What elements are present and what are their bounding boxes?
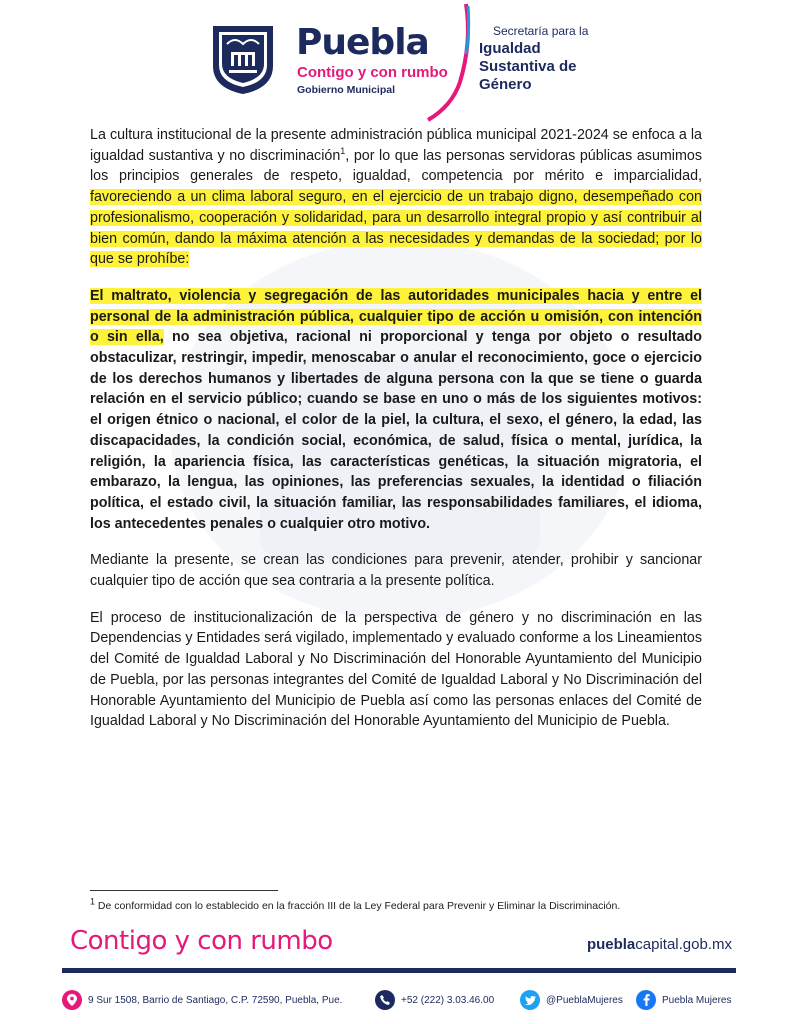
location-pin-icon xyxy=(62,990,82,1010)
paragraph-4: El proceso de institucionalización de la perspectiva de género y no discriminación en las Dependencias y Entidades será vigilado, implementado y evaluado conforme a los Lineamientos del Comité de Igualdad Laboral y No Discriminación del Honorable Ayuntamiento del Municipio de Puebla, por las personas integrantes del Comité de Igualdad Laboral y No Discriminación del Honorable Ayuntamiento del Municipio de Puebla así como las personas enlaces del Comité de Igualdad Laboral y No Discriminación del Honorable Ayuntamiento del Municipio de Puebla. xyxy=(90,609,702,730)
p1-highlight: favoreciendo a un clima laboral seguro, en el ejercicio de un trabajo digno, desempeñado con profesionalismo, cooperación y solidaridad, para un desarrollo integral propio y así contribuir al bien común, dando la máxima atención a las necesidades y demandas de la sociedad; por lo que se prohíbe: xyxy=(90,189,702,268)
footnote-divider xyxy=(90,890,278,891)
p1-text-a: La cultura institucional de la presente administración pública municipal 2021-2024 se enfoca a la igualdad sustantiva y no discriminación xyxy=(90,127,702,164)
secretaria-label: Secretaría para la xyxy=(493,24,589,38)
secretaria-name: Igualdad Sustantiva de Género xyxy=(479,40,577,93)
p2-highlight: El maltrato, violencia y segregación de las autoridades municipales hacia y entre el personal de la administración pública, cualquier tipo de acción u omisión, con intención o sin ella, xyxy=(90,287,702,346)
footnote-number: 1 xyxy=(90,896,96,907)
footer-bar xyxy=(62,968,736,973)
facebook-icon xyxy=(636,990,656,1010)
swoosh-divider xyxy=(420,2,480,122)
puebla-brand-wordmark: Puebla xyxy=(296,22,429,63)
footnote-ref: 1 xyxy=(340,145,346,156)
phone-icon xyxy=(375,990,395,1010)
contact-address xyxy=(62,990,342,1010)
url-light: capital.gob.mx xyxy=(635,936,732,953)
footer-website-link[interactable] xyxy=(587,936,732,953)
gobierno-municipal-label: Gobierno Municipal xyxy=(297,84,396,96)
p1-text-b: , por lo que las personas servidoras públicas asumimos los principios generales de respeto, igualdad, competencia por mérito e imparcialidad, xyxy=(90,147,702,185)
brand-slogan: Contigo y con rumbo xyxy=(297,64,448,81)
puebla-seal-logo xyxy=(207,22,279,96)
letterhead xyxy=(0,0,794,120)
twitter-icon xyxy=(520,990,540,1010)
paragraph-2 xyxy=(90,286,702,534)
footer-slogan: Contigo y con rumbo xyxy=(70,926,333,956)
contact-phone xyxy=(375,990,494,1010)
address-text: 9 Sur 1508, Barrio de Santiago, C.P. 72590, Puebla, Pue. xyxy=(88,994,343,1006)
p2-text: no sea objetiva, racional ni proporcional y tenga por objeto o resultado obstaculizar, restringir, impedir, menoscabar o anular el reconocimiento, goce o ejercicio de los derechos humanos y libertades de alguna persona con la que se tiene o guarda relación en el servicio público; cuando se base en uno o más de los siguientes motivos: el origen étnico o nacional, el color de la piel, la cultura, el sexo, el género, la edad, las discapacidades, la condición social, económica, de salud, física o mental, jurídica, la religión, la apariencia física, las características genéticas, la situación migratoria, el embarazo, la lengua, las opiniones, las preferencias sexuales, la identidad o filiación política, el estado civil, la situación familiar, las responsabilidades familiares, el idioma, los antecedentes penales o cualquier otro motivo. xyxy=(90,329,703,532)
paragraph-1 xyxy=(90,125,702,270)
phone-text: +52 (222) 3.03.46.00 xyxy=(401,994,495,1006)
paragraph-3: Mediante la presente, se crean las condiciones para prevenir, atender, prohibir y sancionar cualquier tipo de acción que sea contraria a la presente política. xyxy=(90,552,702,590)
footnote-text: De conformidad con lo establecido en la fracción III de la Ley Federal para Prevenir y Eliminar la Discriminación. xyxy=(95,900,621,912)
twitter-handle: @PueblaMujeres xyxy=(546,994,623,1006)
policy-body xyxy=(90,125,702,732)
facebook-page: Puebla Mujeres xyxy=(662,994,732,1006)
url-bold: puebla xyxy=(586,936,636,953)
contact-twitter[interactable] xyxy=(520,990,623,1010)
contact-facebook[interactable] xyxy=(636,990,731,1010)
footnote xyxy=(90,896,621,912)
